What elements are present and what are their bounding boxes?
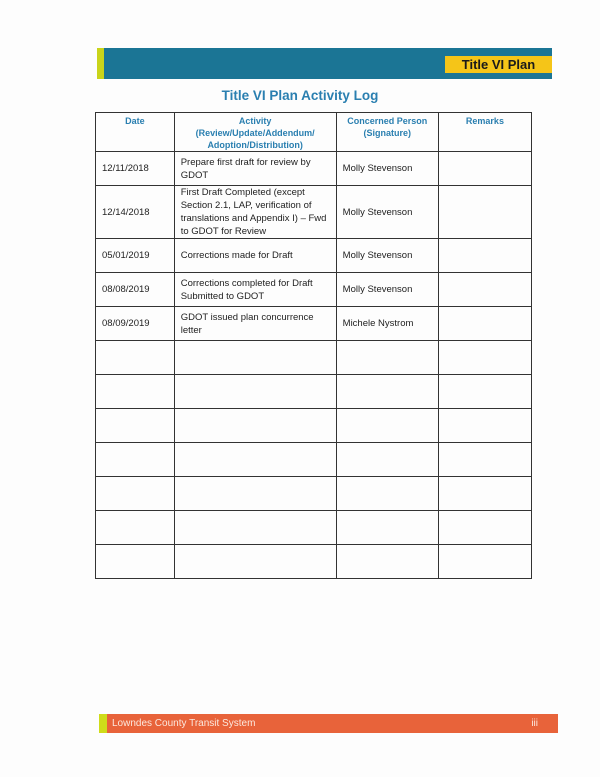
remarks-cell <box>438 273 531 307</box>
column-header: Remarks <box>438 113 531 152</box>
activity-cell: First Draft Completed (except Section 2.1, LAP, verification of translations and Appendix I) – Fwd to GDOT for Review <box>174 186 336 239</box>
remarks-cell <box>438 307 531 341</box>
activity-cell <box>174 545 336 579</box>
column-header: Date <box>96 113 175 152</box>
page-number: iii <box>531 718 538 729</box>
activity-cell <box>174 375 336 409</box>
person-cell <box>336 477 438 511</box>
person-cell <box>336 443 438 477</box>
person-cell: Molly Stevenson <box>336 239 438 273</box>
remarks-cell <box>438 341 531 375</box>
column-header: Concerned Person (Signature) <box>336 113 438 152</box>
date-cell <box>96 477 175 511</box>
activity-cell <box>174 409 336 443</box>
table-row <box>96 307 532 341</box>
table-row <box>96 341 532 375</box>
person-cell: Molly Stevenson <box>336 152 438 186</box>
footer-org: Lowndes County Transit System <box>112 718 256 729</box>
activity-cell <box>174 443 336 477</box>
activity-cell <box>174 511 336 545</box>
header-band <box>97 48 552 79</box>
table-row <box>96 152 532 186</box>
activity-log-table <box>95 112 532 579</box>
date-cell <box>96 545 175 579</box>
header-accent-stripe <box>97 48 104 79</box>
remarks-cell <box>438 186 531 239</box>
column-header: Activity (Review/Update/Addendum/ Adoption/Distribution) <box>174 113 336 152</box>
activity-cell: Prepare first draft for review by GDOT <box>174 152 336 186</box>
remarks-cell <box>438 545 531 579</box>
person-cell: Molly Stevenson <box>336 273 438 307</box>
person-cell <box>336 409 438 443</box>
person-cell: Molly Stevenson <box>336 186 438 239</box>
table-row <box>96 443 532 477</box>
date-cell <box>96 409 175 443</box>
date-cell <box>96 375 175 409</box>
date-cell: 08/08/2019 <box>96 273 175 307</box>
date-cell <box>96 511 175 545</box>
date-cell: 12/11/2018 <box>96 152 175 186</box>
remarks-cell <box>438 511 531 545</box>
table-row <box>96 477 532 511</box>
remarks-cell <box>438 239 531 273</box>
date-cell <box>96 341 175 375</box>
remarks-cell <box>438 409 531 443</box>
date-cell: 08/09/2019 <box>96 307 175 341</box>
activity-cell: Corrections completed for Draft Submitted to GDOT <box>174 273 336 307</box>
table-row <box>96 375 532 409</box>
table-row <box>96 239 532 273</box>
remarks-cell <box>438 477 531 511</box>
date-cell <box>96 443 175 477</box>
table-row <box>96 511 532 545</box>
footer-band <box>99 714 558 733</box>
person-cell <box>336 511 438 545</box>
activity-cell <box>174 477 336 511</box>
date-cell: 12/14/2018 <box>96 186 175 239</box>
person-cell <box>336 375 438 409</box>
activity-cell: Corrections made for Draft <box>174 239 336 273</box>
header-tag: Title VI Plan <box>445 56 552 73</box>
table-row <box>96 186 532 239</box>
activity-cell: GDOT issued plan concurrence letter <box>174 307 336 341</box>
table-row <box>96 409 532 443</box>
remarks-cell <box>438 443 531 477</box>
table-row <box>96 545 532 579</box>
page-title: Title VI Plan Activity Log <box>221 88 379 103</box>
footer-accent-stripe <box>99 714 107 733</box>
person-cell <box>336 341 438 375</box>
remarks-cell <box>438 375 531 409</box>
activity-cell <box>174 341 336 375</box>
remarks-cell <box>438 152 531 186</box>
person-cell <box>336 545 438 579</box>
table-row <box>96 273 532 307</box>
person-cell: Michele Nystrom <box>336 307 438 341</box>
date-cell: 05/01/2019 <box>96 239 175 273</box>
